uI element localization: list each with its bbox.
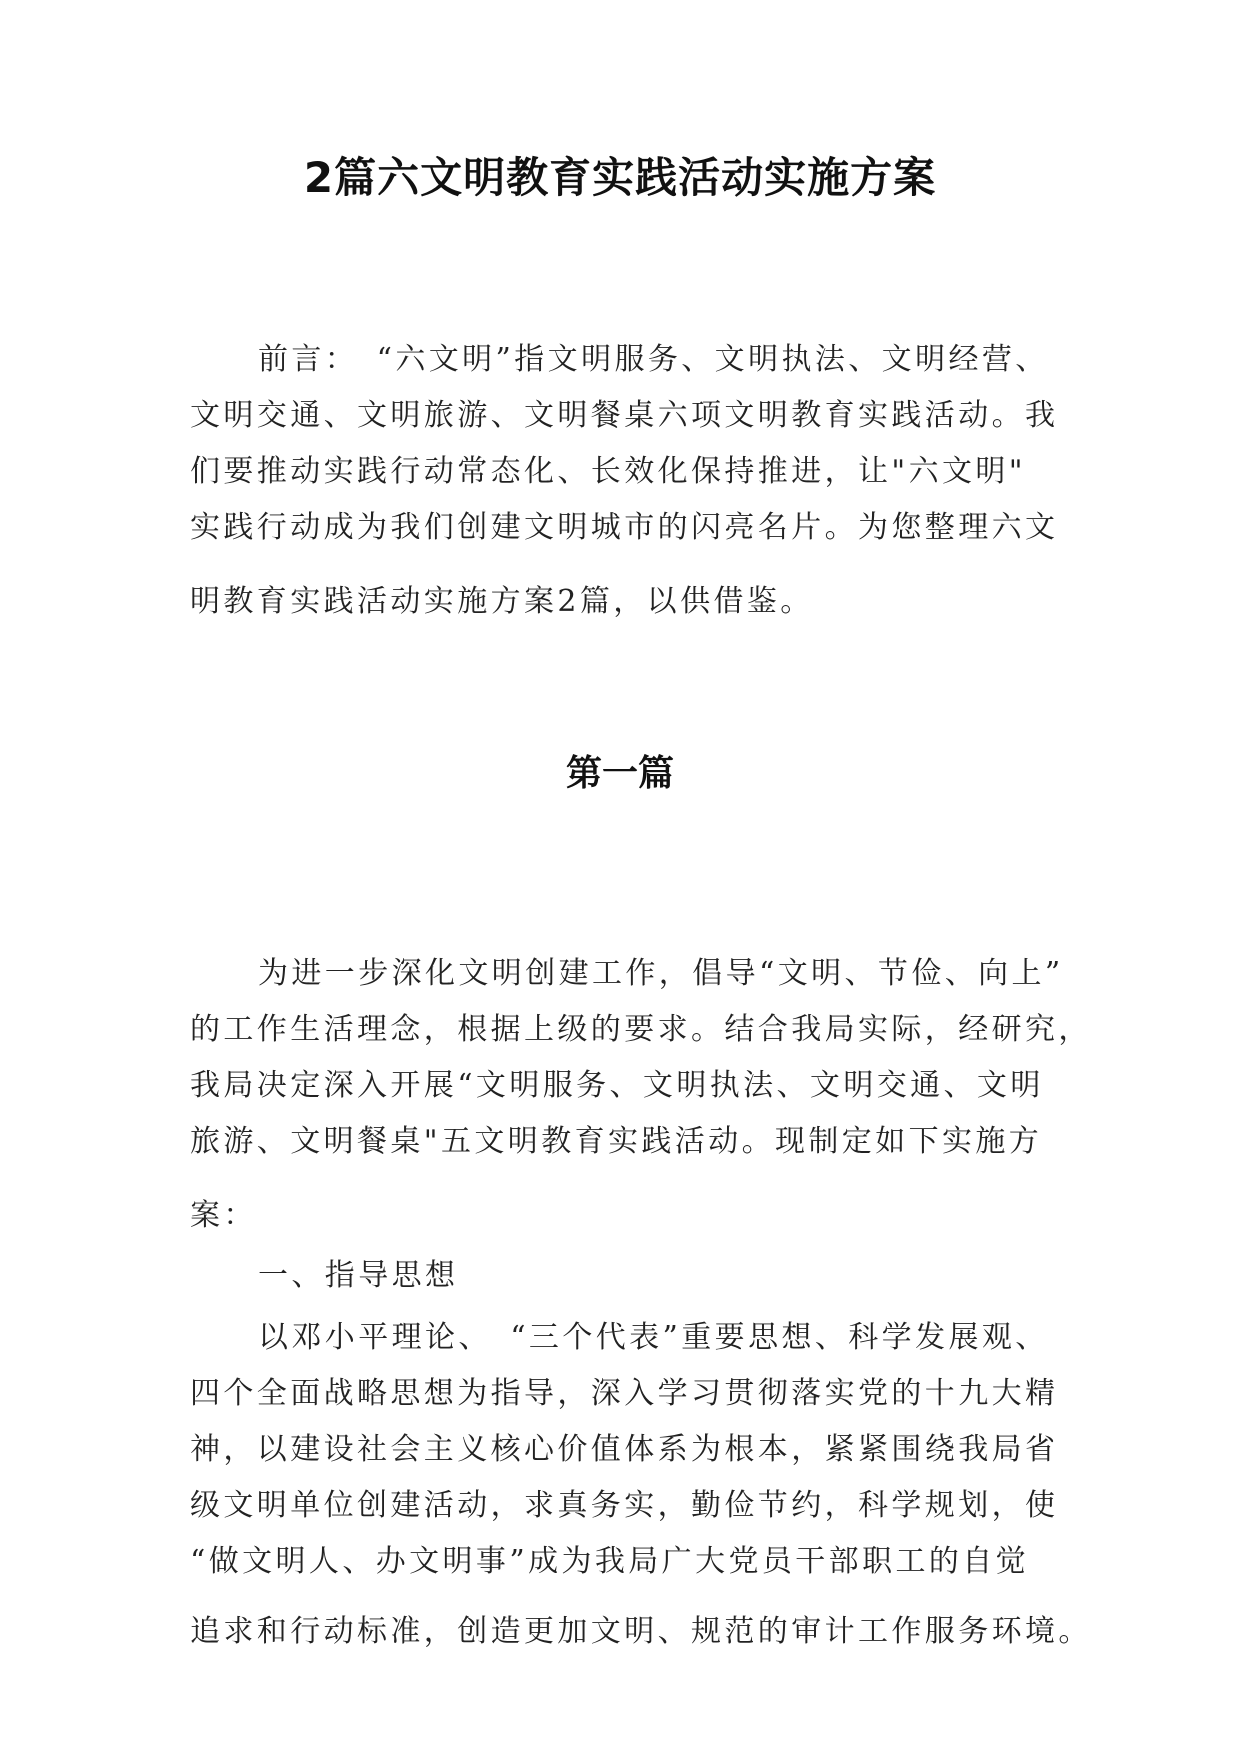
guiding-line: 四个全面战略思想为指导，深入学习贯彻落实党的十九大精 [190, 1376, 1059, 1411]
guiding-line: “做文明人、办文明事”成为我局广大党员干部职工的自觉 [190, 1544, 1030, 1579]
intro-line: 我局决定深入开展“文明服务、文明执法、文明交通、文明 [190, 1068, 1044, 1103]
guiding-line: 追求和行动标准，创造更加文明、规范的审计工作服务环境。 [190, 1614, 1092, 1649]
preface-line: 文明交通、文明旅游、文明餐桌六项文明教育实践活动。我 [190, 398, 1059, 433]
preface-line: 明教育实践活动实施方案2篇，以供借鉴。 [190, 584, 814, 619]
guiding-line: 神，以建设社会主义核心价值体系为根本，紧紧围绕我局省 [190, 1432, 1059, 1467]
heading-guiding-ideology: 一、指导思想 [258, 1258, 459, 1293]
preface-line: 们要推动实践行动常态化、长效化保持推进，让"六文明" [190, 454, 1026, 489]
preface-line: 实践行动成为我们创建文明城市的闪亮名片。为您整理六文 [190, 510, 1059, 545]
intro-line: 旅游、文明餐桌"五文明教育实践活动。现制定如下实施方 [190, 1124, 1043, 1159]
intro-line: 为进一步深化文明创建工作，倡导“文明、节俭、向上” [258, 956, 1064, 991]
intro-line: 案： [190, 1198, 257, 1233]
guiding-line: 级文明单位创建活动，求真务实，勤俭节约，科学规划，使 [190, 1488, 1059, 1523]
guiding-line: 以邓小平理论、 “三个代表”重要思想、科学发展观、 [258, 1320, 1049, 1355]
document-title: 2篇六文明教育实践活动实施方案 [303, 153, 937, 202]
preface-line: 前言： “六文明”指文明服务、文明执法、文明经营、 [258, 342, 1049, 377]
intro-line: 的工作生活理念，根据上级的要求。结合我局实际，经研究， [190, 1012, 1092, 1047]
section-title: 第一篇 [565, 753, 674, 794]
